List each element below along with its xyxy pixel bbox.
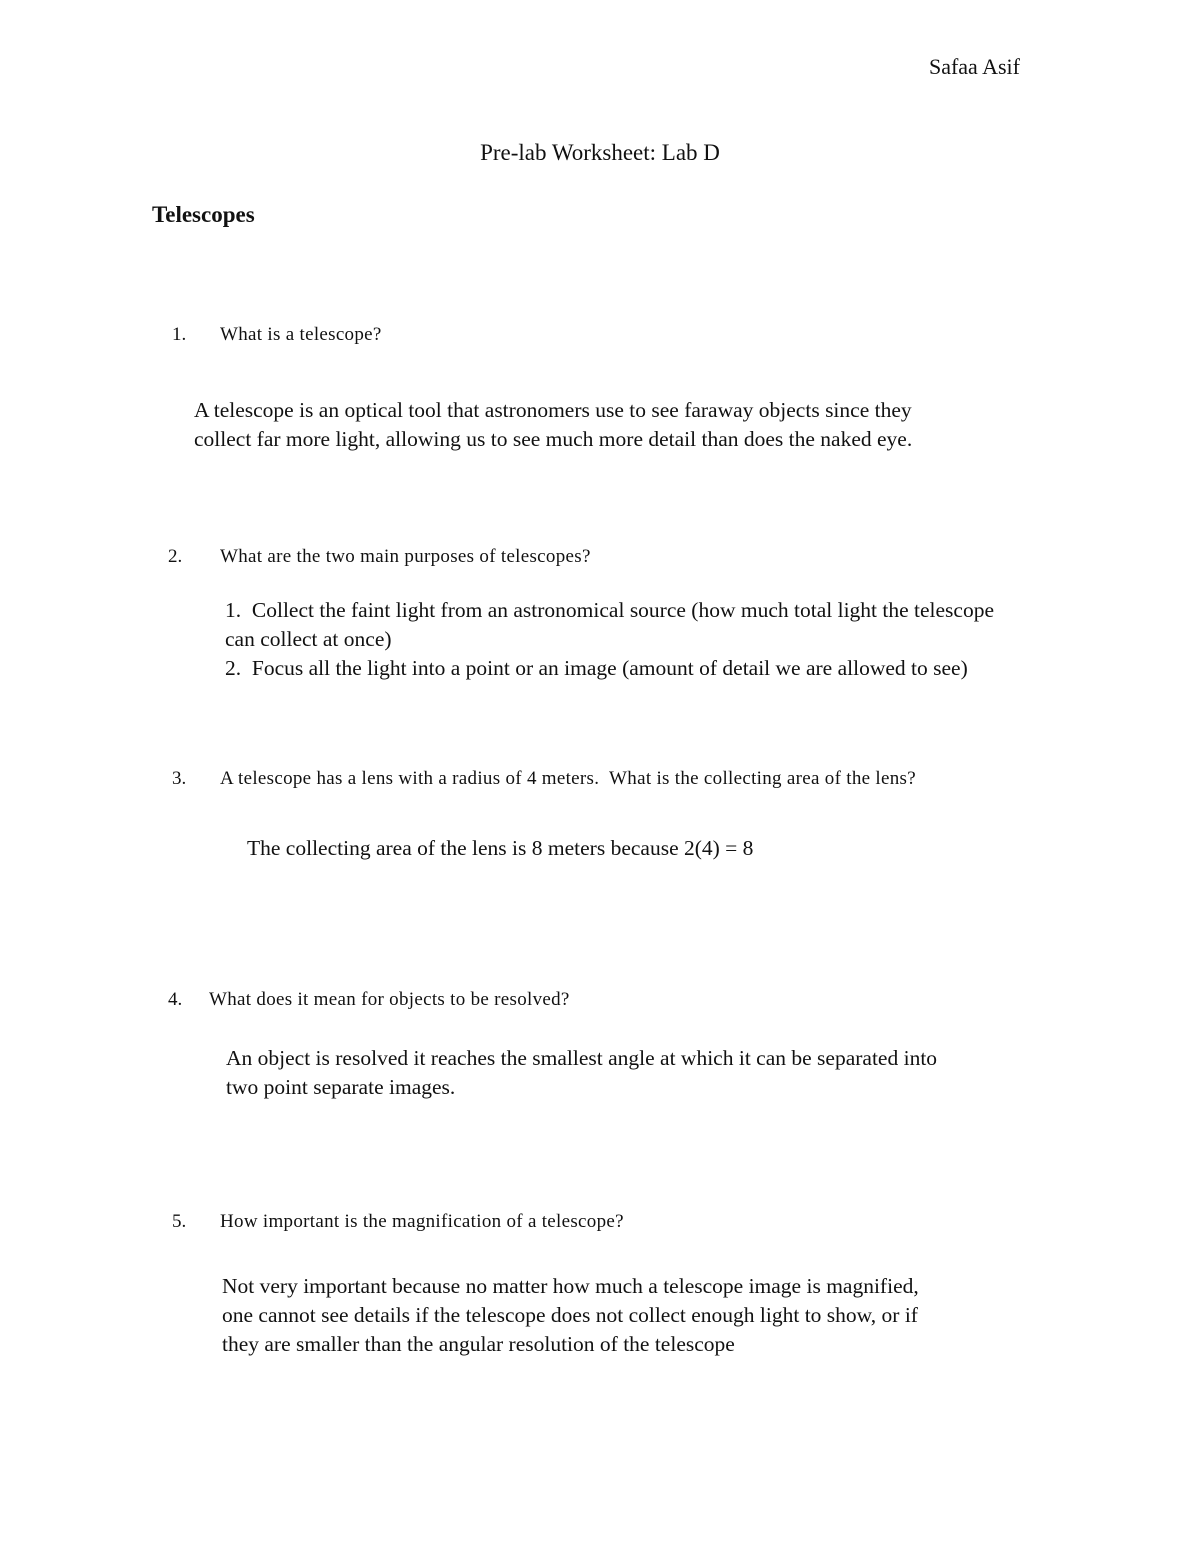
answer-line: An object is resolved it reaches the smallest angle at which it can be separated into bbox=[226, 1046, 938, 1070]
question-text: What is a telescope? bbox=[220, 324, 382, 345]
question-number: 1. bbox=[172, 324, 187, 345]
question-text: What are the two main purposes of telescopes? bbox=[220, 546, 591, 567]
question-text: What does it mean for objects to be resolved? bbox=[209, 989, 570, 1010]
question-number: 5. bbox=[172, 1211, 187, 1232]
answer-line: can collect at once) bbox=[225, 627, 392, 651]
answer-line: two point separate images. bbox=[226, 1075, 456, 1099]
question-number: 3. bbox=[172, 768, 187, 789]
answer-line: 1. Collect the faint light from an astronomical source (how much total light the telescope bbox=[225, 598, 995, 622]
question-text: How important is the magnification of a telescope? bbox=[220, 1211, 624, 1232]
answer-line: one cannot see details if the telescope does not collect enough light to show, or if bbox=[222, 1303, 918, 1327]
answer-text bbox=[225, 596, 1145, 683]
answer-line: The collecting area of the lens is 8 meters because 2(4) = 8 bbox=[247, 836, 754, 860]
answer-line: 2. Focus all the light into a point or an image (amount of detail we are allowed to see) bbox=[225, 656, 968, 680]
answer-text bbox=[222, 1272, 1102, 1359]
answer-line: collect far more light, allowing us to see much more detail than does the naked eye. bbox=[194, 427, 913, 451]
question-number: 4. bbox=[168, 989, 183, 1010]
answer-text bbox=[194, 396, 1074, 454]
answer-line: A telescope is an optical tool that astronomers use to see faraway objects since they bbox=[194, 398, 912, 422]
page-title: Pre-lab Worksheet: Lab D bbox=[480, 140, 720, 165]
answer-line: they are smaller than the angular resolution of the telescope bbox=[222, 1332, 735, 1356]
answer-line: Not very important because no matter how much a telescope image is magnified, bbox=[222, 1274, 919, 1298]
section-heading: Telescopes bbox=[152, 202, 255, 227]
author-name: Safaa Asif bbox=[928, 54, 1020, 79]
question-number: 2. bbox=[168, 546, 183, 567]
answer-text bbox=[247, 834, 1127, 863]
answer-text bbox=[226, 1044, 1106, 1102]
question-text: A telescope has a lens with a radius of 4 meters. What is the collecting area of the lens? bbox=[220, 768, 916, 789]
